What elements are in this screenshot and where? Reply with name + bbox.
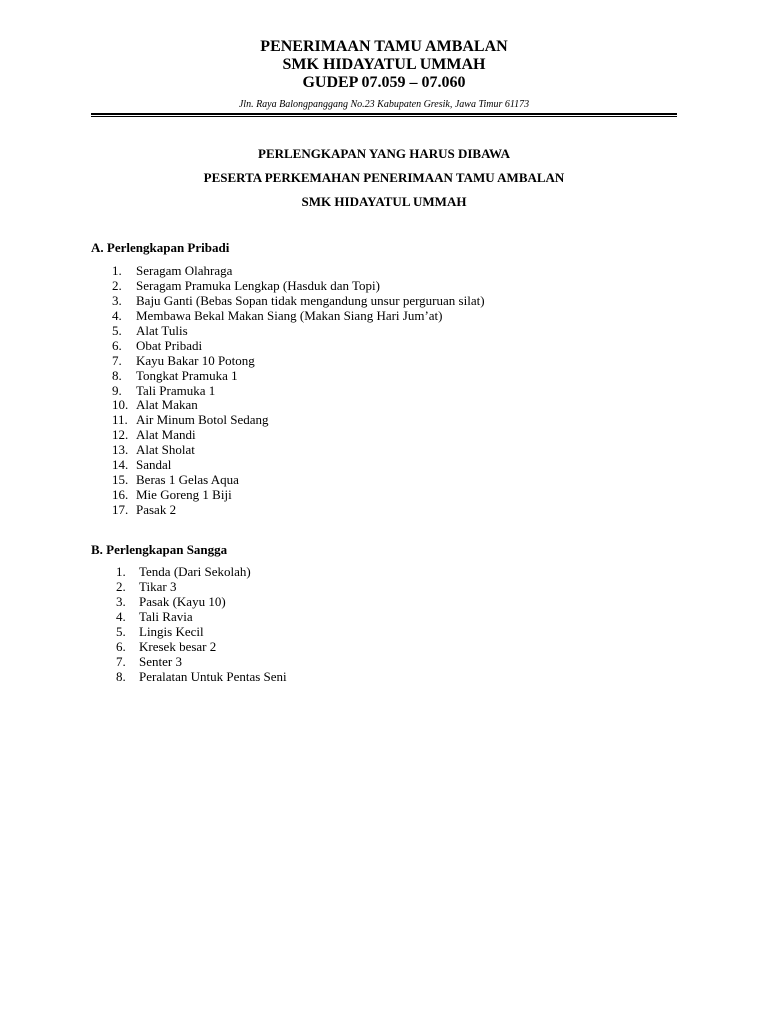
list-item-number: 10.	[112, 397, 129, 413]
list-item-text: Mie Goreng 1 Biji	[136, 487, 232, 503]
section-a-title: A. Perlengkapan Pribadi	[91, 240, 230, 255]
list-item-text: Pasak (Kayu 10)	[139, 593, 226, 609]
list-item-text: Lingis Kecil	[139, 623, 204, 639]
list-item-text: Alat Mandi	[136, 427, 196, 443]
list-item-text: Tali Ravia	[139, 608, 193, 624]
list-item-number: 11.	[112, 412, 128, 428]
list-item-number: 12.	[112, 427, 129, 443]
list-item-number: 4.	[116, 608, 126, 624]
list-item-text: Seragam Olahraga	[136, 263, 233, 278]
list-item-text: Beras 1 Gelas Aqua	[136, 472, 239, 488]
list-item-number: 5.	[112, 322, 122, 338]
list-item-number: 16.	[112, 487, 129, 503]
list-item-number: 15.	[112, 472, 129, 488]
document-title-line-2: PESERTA PERKEMAHAN PENERIMAAN TAMU AMBALAN	[203, 170, 565, 185]
list-item-number: 8.	[112, 367, 122, 383]
letterhead-divider-thick	[91, 113, 677, 115]
list-item-number: 13.	[112, 442, 129, 458]
letterhead	[0, 38, 768, 92]
list-item-number: 7.	[112, 352, 122, 368]
letterhead-address: Jln. Raya Balongpanggang No.23 Kabupaten Gresik, Jawa Timur 61173	[238, 99, 530, 110]
list-item-number: 8.	[116, 668, 126, 684]
list-item-number: 14.	[112, 457, 129, 473]
list-item-text: Senter 3	[139, 653, 182, 669]
section-b-title: B. Perlengkapan Sangga	[91, 542, 228, 557]
list-item-text: Baju Ganti (Bebas Sopan tidak mengandung unsur perguruan silat)	[136, 292, 485, 308]
list-item-number: 6.	[116, 638, 126, 654]
list-item-text: Alat Makan	[136, 397, 198, 413]
list-item-text: Seragam Pramuka Lengkap (Hasduk dan Topi)	[136, 277, 380, 293]
list-item-text: Membawa Bekal Makan Siang (Makan Siang Hari Jum’at)	[136, 307, 443, 323]
list-item-number: 6.	[112, 337, 122, 353]
list-item-text: Tikar 3	[139, 578, 177, 594]
list-item-text: Tali Pramuka 1	[136, 382, 216, 398]
list-item-text: Tenda (Dari Sekolah)	[139, 564, 251, 579]
list-item-number: 1.	[112, 263, 122, 278]
document-title-line-3: SMK HIDAYATUL UMMAH	[301, 194, 467, 209]
list-item-number: 1.	[116, 564, 126, 579]
list-item-text: Tongkat Pramuka 1	[136, 367, 238, 383]
letterhead-line-2: SMK HIDAYATUL UMMAH	[282, 56, 486, 73]
list-item-number: 2.	[116, 578, 126, 594]
list-item-text: Kresek besar 2	[139, 638, 217, 654]
list-item-text: Alat Tulis	[136, 322, 188, 338]
list-item-number: 5.	[116, 623, 126, 639]
list-item-number: 4.	[112, 307, 122, 323]
list-item-text: Obat Pribadi	[136, 337, 203, 353]
list-item-text: Peralatan Untuk Pentas Seni	[139, 668, 287, 684]
list-item-number: 3.	[112, 292, 122, 308]
list-item-number: 3.	[116, 593, 126, 609]
letterhead-line-3: GUDEP 07.059 – 07.060	[302, 74, 466, 91]
list-item-text: Kayu Bakar 10 Potong	[136, 352, 255, 368]
letterhead-line-1: PENERIMAAN TAMU AMBALAN	[260, 38, 508, 55]
list-item-number: 9.	[112, 382, 122, 398]
list-item-text: Air Minum Botol Sedang	[136, 412, 269, 428]
document-title-line-1: PERLENGKAPAN YANG HARUS DIBAWA	[258, 146, 510, 161]
list-item-text: Pasak 2	[136, 502, 177, 517]
list-item-number: 7.	[116, 653, 126, 669]
letterhead-divider-thin	[91, 116, 677, 117]
list-item-text: Sandal	[136, 457, 172, 473]
list-item-number: 17.	[112, 502, 129, 517]
list-item-text: Alat Sholat	[136, 442, 195, 458]
list-item-number: 2.	[112, 277, 122, 293]
